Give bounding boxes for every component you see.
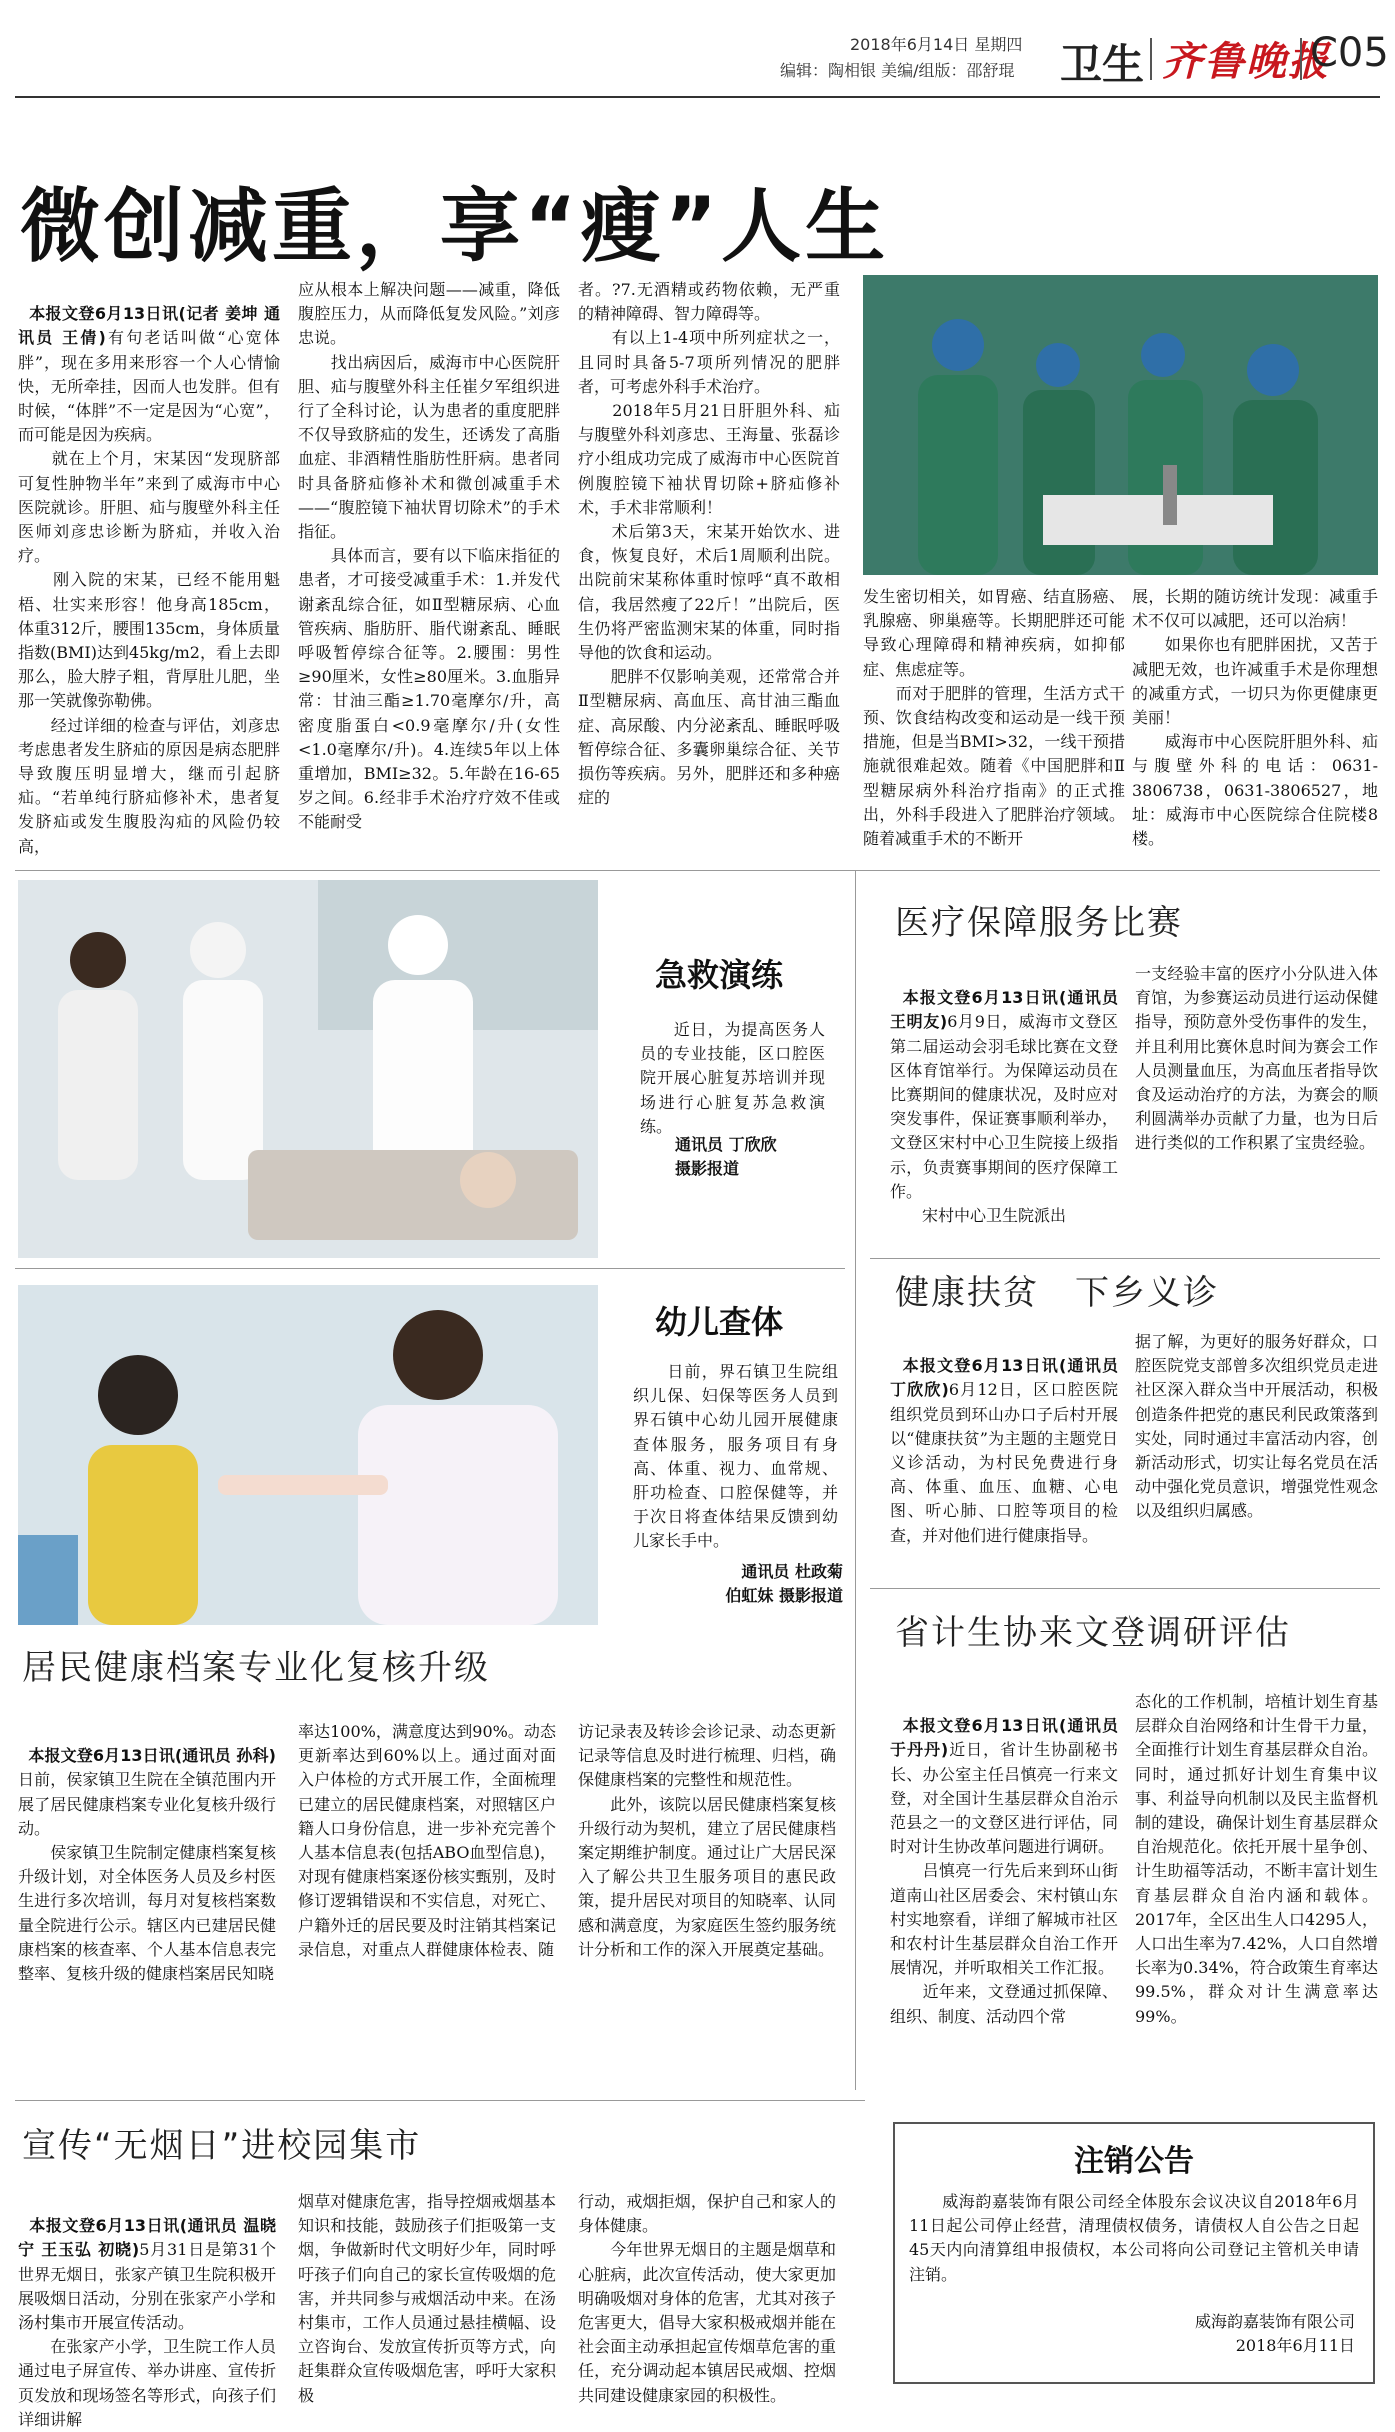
main-col-1 bbox=[18, 278, 280, 858]
medical-contest-lead: 本报文登6月13日讯(通讯员 王明友) bbox=[890, 988, 1124, 1032]
no-smoking-col-1 bbox=[18, 2190, 276, 2429]
surgery-photo bbox=[863, 275, 1378, 575]
section-name: 卫生 bbox=[1060, 40, 1145, 89]
no-smoking-col-3: 行动，戒烟拒烟，保护自己和家人的身体健康。 今年世界无烟日的主题是烟草和心脏病，此次宣传活动，使大家更加明确吸烟对身体的危害，尤其对孩子危害更大，倡导大家积极戒烟并能在社会面主动承担起宣传烟草危害的重任，充分调动起本镇居民戒烟、控烟共同建设健康家园的积极性。 bbox=[578, 2192, 836, 2405]
poverty-col-2: 据了解，为更好的服务好群众，口腔医院党支部曾多次组织党员走进社区深入群众当中开展活动，积极创造条件把党的惠民利民政策落到实处，同时通过丰富活动内容，创新活动形式，切实让每名党员在活动中强化党员意识，增强党性观念以及组织归属感。 bbox=[1135, 1332, 1378, 1521]
family-planning-lead: 本报文登6月13日讯(通讯员 于丹丹) bbox=[890, 1716, 1124, 1760]
poverty-col-1-text: 6月12日，区口腔医院组织党员到环山办口子后村开展以“健康扶贫”为主题的主题党日义诊活动，为村民免费进行身高、体重、血压、血糖、心电图、听心肺、口腔等项目的检查，并对他们进行健康指导。 bbox=[890, 1380, 1118, 1545]
first-aid-body: 近日，为提高医务人员的专业技能，区口腔医院开展心脏复苏培训并现场进行心脏复苏急救演练。 bbox=[640, 1020, 825, 1136]
surgeons-illustration bbox=[863, 275, 1378, 575]
header-editors: 编辑：陶相银 美编/组版：邵舒琨 bbox=[780, 61, 1015, 80]
poverty-lead: 本报文登6月13日讯(通讯员 丁欣欣) bbox=[890, 1356, 1124, 1400]
first-aid-credit: 通讯员 丁欣欣 摄影报道 bbox=[675, 1135, 777, 1179]
family-planning-col-1-text: 近日，省计生协副秘书长、办公室主任吕慎亮一行来文登，对全国计生基层群众自治示范县之一的文登区进行评估，同时对计生协改革问题进行调研。 吕慎亮一行先后来到环山街道南山社区居委会、宋村镇山东村实地察看，详细了解城市社区和农村计生基层群众自治工作开展情况，并听取相关工作汇报。 近年来，文登通过抓保障、组织、制度、活动四个常 bbox=[890, 1740, 1118, 2026]
health-records-col-1-text: 日前，侯家镇卫生院在全镇范围内开展了居民健康档案专业化复核升级行动。 侯家镇卫生院制定健康档案复核升级计划，对全体医务人员及乡村医生进行多次培训，每月对复核档案数量全院进行公示。辖区内已建居民健康档案的核查率、个人基本信息表完整率、复核升级的健康档案居民知晓 bbox=[18, 1770, 276, 1984]
no-smoking-col-2: 烟草对健康危害，指导控烟戒烟基本知识和技能，鼓励孩子们拒吸第一支烟，争做新时代文明好少年，同时呼吁孩子们向自己的家长宣传吸烟的危害，并共同参与戒烟活动中来。在汤村集市，工作人员通过悬挂横幅、设立咨询台、发放宣传折页等方式，向赶集群众宣传吸烟危害，呼吁大家积极 bbox=[298, 2192, 556, 2405]
first-aid-title: 急救演练 bbox=[655, 956, 784, 994]
main-col-2: 应从根本上解决问题——减重，降低腹腔压力，从而降低复发风险。”刘彦忠说。 找出病因后，威海市中心医院肝胆、疝与腹壁外科主任崔夕军组织进行了全科讨论，认为患者的重度肥胖不仅导致脐疝的发生，还诱发了高脂血症、非酒精性脂肪性肝病。患者同时具备脐疝修补术和微创减重手术——“腹腔镜下袖状胃切除术”的手术指征。 具体而言，要有以下临床指征的患者，才可接受减重手术：1.并发代谢紊乱综合征，如Ⅱ型糖尿病、心血管疾病、脂肪肝、脂代谢紊乱、睡眠呼吸暂停综合征等。2.腰围：男性≥90厘米，女性≥80厘米。3.血脂异常：甘油三酯≥1.70毫摩尔/升，高密度脂蛋白<0.9毫摩尔/升(女性<1.0毫摩尔/升)。4.连续5年以上体重增加，BMI≥32。5.年龄在16-65岁之间。6.经非手术治疗疗效不佳或不能耐受 bbox=[298, 280, 560, 832]
health-records-col-3: 访记录表及转诊会诊记录、动态更新记录等信息及时进行梳理、归档，确保健康档案的完整性和规范性。 此外，该院以居民健康档案复核升级行动为契机，建立了居民健康档案定期维护制度。通过让广大居民深入了解公共卫生服务项目的惠民政策，提升居民对项目的知晓率、认同感和满意度，为家庭医生签约服务统计分析和工作的深入开展奠定基础。 bbox=[578, 1722, 836, 1959]
page-number: C05 bbox=[1310, 30, 1389, 76]
no-smoking-title: 宣传“无烟日”进校园集市 bbox=[22, 2126, 422, 2166]
deregistration-notice bbox=[893, 2122, 1375, 2384]
main-col-4: 发生密切相关，如胃癌、结直肠癌、乳腺癌、卵巢癌等。长期肥胖还可能导致心理障碍和精神疾病，如抑郁症、焦虑症等。 而对于肥胖的管理，生活方式干预、饮食结构改变和运动是一线干预措施，但是当BMI>32，一线干预措施就很难起效。随着《中国肥胖和Ⅱ型糖尿病外科治疗指南》的正式推出，外科手段进入了肥胖治疗领域。随着减重手术的不断开 bbox=[863, 587, 1125, 849]
child-exam-illustration bbox=[18, 1285, 598, 1625]
health-records-lead: 本报文登6月13日讯(通讯员 孙科) bbox=[28, 1746, 276, 1766]
main-lead: 本报文登6月13日讯(记者 姜坤 通讯员 王倩) bbox=[18, 304, 280, 348]
child-check-title: 幼儿查体 bbox=[655, 1303, 784, 1341]
no-smoking-col-1-text: 5月31日是第31个世界无烟日，张家产镇卫生院积极开展吸烟日活动，分别在张家产小学和汤村集市开展宣传活动。 在张家产小学，卫生院工作人员通过电子屏宣传、举办讲座、宣传折页发放和现场签名等形式，向孩子们详细讲解 bbox=[18, 2240, 276, 2429]
main-col-3: 者。?7.无酒精或药物依赖，无严重的精神障碍、智力障碍等。 有以上1-4项中所列症状之一，且同时具备5-7项所列情况的肥胖者，可考虑外科手术治疗。 2018年5月21日肝胆外科、疝与腹壁外科刘彦忠、王海量、张磊诊疗小组成功完成了威海市中心医院首例腹腔镜下袖状胃切除+脐疝修补术，手术非常顺利！ 术后第3天，宋某开始饮水、进食，恢复良好，术后1周顺利出院。出院前宋某称体重时惊呼“真不敢相信，我居然瘦了22斤！”出院后，医生仍将严密监测宋某的体重，同时指导他的饮食和运动。 肥胖不仅影响美观，还常常合并Ⅱ型糖尿病、高血压、高甘油三酯血症、高尿酸、内分泌紊乱、睡眠呼吸暂停综合征、多囊卵巢综合征、关节损伤等疾病。另外，肥胖还和多种癌症的 bbox=[578, 280, 840, 808]
main-col-1-text: 有句老话叫做“心宽体胖”，现在多用来形容一个人心情愉快，无所牵挂，因而人也发胖。但有时候，“体胖”不一定是因为“心宽”，而可能是因为疾病。 就在上个月，宋某因“发现脐部可复性肿物半年”来到了威海市中心医院就诊。肝胆、疝与腹壁外科主任医师刘彦忠诊断为脐疝，并收入治疗。 刚入院的宋某，已经不能用魁梧、壮实来形容！他身高185cm，体重312斤，腰围135cm，身体质量指数(BMI)达到45kg/m2，看上去即那么，脸大脖子粗，背厚肚儿肥，坐那一笑就像弥勒佛。 经过详细的检查与评估，刘彦忠考虑患者发生脐疝的原因是病态肥胖导致腹压明显增大，继而引起脐疝。“若单纯行脐疝修补术，患者复发脐疝或发生腹股沟疝的风险仍较高， bbox=[18, 328, 280, 856]
notice-body: 威海韵嘉装饰有限公司经全体股东会议决议自2018年6月11日起公司停止经营，清理债权债务，请债权人自公告之日起45天内向清算组申报债权，本公司将向公司登记主管机关申请注销。 bbox=[909, 2192, 1359, 2284]
main-col-5: 展，长期的随访统计发现：减重手术不仅可以减肥，还可以治病！ 如果你也有肥胖困扰，又苦于减肥无效，也许减重手术是你理想的减重方式，一切只为你更健康更美丽！ 威海市中心医院肝胆外科、疝与腹壁外科的电话：0631-3806738，0631-3806527，地址：威海市中心医院综合住院楼8楼。 bbox=[1132, 587, 1378, 849]
no-smoking-lead: 本报文登6月13日讯(通讯员 温晓宁 王玉弘 初晓) bbox=[18, 2216, 276, 2260]
paper-logo: 齐鲁晚报 bbox=[1162, 38, 1330, 85]
poverty-title: 健康扶贫 下乡义诊 bbox=[895, 1273, 1219, 1313]
main-headline: 微创减重，享“瘦”人生 bbox=[20, 180, 890, 273]
header-date: 2018年6月14日 星期四 bbox=[850, 35, 1023, 54]
health-records-col-2: 率达100%，满意度达到90%。动态更新率达到60%以上。通过面对面入户体检的方式开展工作，全面梳理已建立的居民健康档案，对照辖区户籍人口身份信息，进一步补充完善个人基本信息表(包括ABO血型信息)，对现有健康档案逐份核实甄别，及时修订逻辑错误和不实信息，对死亡、户籍外迁的居民要及时注销其档案记录信息，对重点人群健康体检表、随 bbox=[298, 1722, 556, 1959]
child-check-photo bbox=[18, 1285, 598, 1625]
family-planning-title: 省计生协来文登调研评估 bbox=[895, 1613, 1291, 1653]
medical-contest-col-1 bbox=[890, 962, 1124, 1252]
family-planning-col-2: 态化的工作机制，培植计划生育基层群众自治网络和计生骨干力量，全面推行计划生育基层群众自治。同时，通过抓好计划生育集中议事、利益导向机制以及民主监督机制的建设，确保计划生育基层群众自治规范化。依托开展十星争创、计生助福等活动，不断丰富计划生育基层群众自治内涵和载体。2017年，全区出生人口4295人，人口出生率为7.42%，人口自然增长率为0.34%，符合政策生育率达99.5%，群众对计生满意率达99%。 bbox=[1135, 1692, 1378, 2026]
health-records-col-1 bbox=[18, 1720, 276, 2095]
first-aid-photo bbox=[18, 880, 598, 1258]
health-records-title: 居民健康档案专业化复核升级 bbox=[22, 1648, 490, 1688]
medical-contest-col-1-text: 6月9日，威海市文登区第二届运动会羽毛球比赛在文登区体育馆举行。为保障运动员在比赛期间的健康状况，及时应对突发事件，保证赛事顺利举办，文登区宋村中心卫生院接上级指示，负责赛事期间的医疗保障工作。 宋村中心卫生院派出 bbox=[890, 1012, 1118, 1226]
cpr-training-illustration bbox=[18, 880, 598, 1258]
poverty-col-1 bbox=[890, 1330, 1124, 1630]
notice-company: 威海韵嘉装饰有限公司 bbox=[1194, 2312, 1355, 2331]
notice-title: 注销公告 bbox=[1074, 2144, 1194, 2179]
medical-contest-col-2: 一支经验丰富的医疗小分队进入体育馆，为参赛运动员进行运动保健指导，预防意外受伤事件的发生，并且利用比赛休息时间为赛会工作人员测量血压，为高血压者指导饮食及运动治疗的方法，为赛会的顺利圆满举办贡献了力量，也为日后进行类似的工作积累了宝贵经验。 bbox=[1135, 964, 1378, 1153]
notice-date: 2018年6月11日 bbox=[1235, 2336, 1355, 2355]
family-planning-col-1 bbox=[890, 1690, 1124, 2090]
child-check-body: 日前，界石镇卫生院组织儿保、妇保等医务人员到界石镇中心幼儿园开展健康查体服务，服务项目有身高、体重、视力、血常规、肝功检查、口腔保健等，并于次日将查体结果反馈到幼儿家长手中。 bbox=[633, 1362, 838, 1551]
child-check-credit: 通讯员 杜政菊 伯虹妹 摄影报道 bbox=[725, 1562, 843, 1606]
medical-contest-title: 医疗保障服务比赛 bbox=[895, 903, 1183, 943]
